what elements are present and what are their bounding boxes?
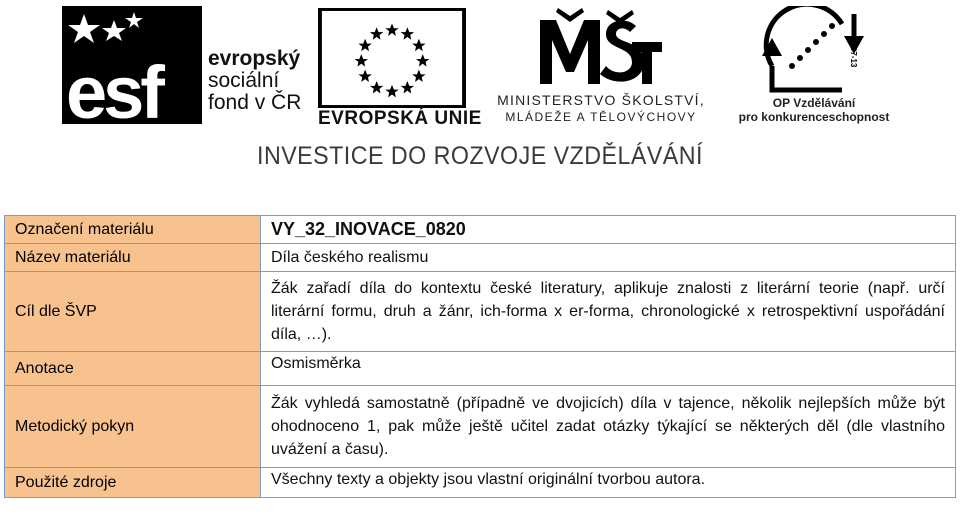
esf-line-1: evropský: [208, 47, 301, 70]
op-years: 2007-13: [849, 38, 858, 68]
logo-header: [0, 0, 960, 200]
msmt-line-2: MLÁDEŽE A TĚLOVÝCHOVY: [505, 110, 697, 124]
msmt-line-1: MINISTERSTVO ŠKOLSTVÍ,: [497, 92, 705, 108]
material-info-table: [4, 215, 956, 498]
row-value: Žák vyhledá samostatně (případně ve dvojicích) díla v tajence, několik nejlepších může být ohodnoceno 1, pak může ještě učitel zadat otázky týkající se některých děl (dle vlastního uvážení a času).: [261, 386, 956, 468]
msmt-logo: [476, 6, 726, 126]
row-label: Cíl dle ŠVP: [5, 272, 261, 352]
table-row: [5, 468, 956, 498]
eu-logo: [318, 8, 482, 129]
row-label: Označení materiálu: [5, 216, 261, 244]
eu-caption: EVROPSKÁ UNIE: [318, 108, 482, 129]
eu-flag-icon: [318, 8, 466, 108]
table-row: [5, 386, 956, 468]
table-row: [5, 216, 956, 244]
esf-mark-icon: [62, 6, 202, 124]
op-logo: [734, 6, 894, 126]
row-value: Všechny texty a objekty jsou vlastní originální tvorbou autora.: [261, 468, 956, 498]
table-row: [5, 244, 956, 272]
row-label: Metodický pokyn: [5, 386, 261, 468]
row-value: Osmisměrka: [261, 352, 956, 386]
esf-logo: [62, 6, 312, 126]
msmt-mark-icon: [536, 6, 666, 88]
esf-line-3: fond v ČR: [208, 91, 302, 114]
row-label: Název materiálu: [5, 244, 261, 272]
row-value: Žák zařadí díla do kontextu české literatury, aplikuje znalosti z literární teorie (např. určí literární formu, druh a žánr, ich-forma x er-forma, chronologické x retrospektivní uspořádání díla, …).: [261, 272, 956, 352]
op-line-1: OP Vzdělávání: [772, 96, 856, 110]
investment-banner: INVESTICE DO ROZVOJE VZDĚLÁVÁNÍ: [257, 142, 703, 170]
row-label: Anotace: [5, 352, 261, 386]
row-label: Použité zdroje: [5, 468, 261, 498]
svg-text:esf: esf: [66, 51, 161, 124]
row-value: Díla českého realismu: [261, 244, 956, 272]
row-value: VY_32_INOVACE_0820: [261, 216, 956, 244]
op-line-2: pro konkurenceschopnost: [738, 110, 890, 124]
table-row: [5, 352, 956, 386]
table-row: [5, 272, 956, 352]
esf-line-2: sociální: [208, 69, 280, 92]
